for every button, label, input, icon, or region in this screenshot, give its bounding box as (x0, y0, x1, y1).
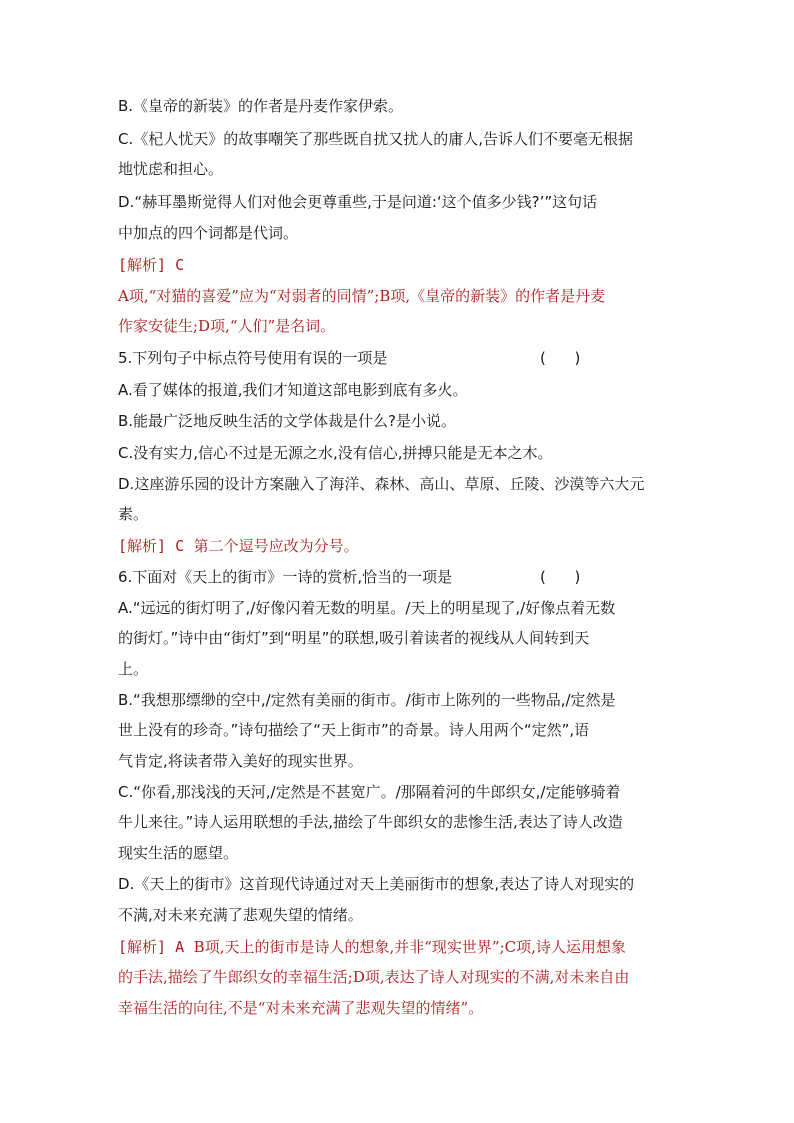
q6-option-b-line1: B.“我想那缥缈的空中,/定然有美丽的街市。/街市上陈列的一些物品,/定然是 (118, 691, 616, 709)
q4-answer-tag: [解析] C (118, 256, 185, 274)
q5-analysis: 第二个逗号应改为分号。 (193, 537, 359, 555)
q5-stem: 5.下列句子中标点符号使用有误的一项是 (118, 349, 388, 367)
q6-option-d-line2: 不满,对未来充满了悲观失望的情绪。 (118, 906, 363, 924)
q6-option-c-line3: 现实生活的愿望。 (118, 844, 239, 862)
q4-analysis-line2: 作家安徒生;D项,“人们”是名词。 (118, 317, 336, 335)
q6-option-a-line1: A.“远远的街灯明了,/好像闪着无数的明星。/天上的明星现了,/好像点着无数 (118, 599, 616, 617)
q6-answer-bracket: ( ) (540, 568, 581, 586)
q5-option-a: A.看了媒体的报道,我们才知道这部电影到底有多火。 (118, 381, 468, 399)
q5-option-b: B.能最广泛地反映生活的文学体裁是什么?是小说。 (118, 412, 457, 430)
q6-option-a-line2: 的街灯。”诗中由“街灯”到“明星”的联想,吸引着读者的视线从人间转到天 (118, 629, 590, 647)
q6-option-b-line3: 气肯定,将读者带入美好的现实世界。 (118, 752, 363, 770)
q5-option-c: C.没有实力,信心不过是无源之水,没有信心,拼搏只能是无本之木。 (118, 444, 553, 462)
q5-option-d-line2: 素。 (118, 505, 149, 523)
q6-option-d-line1: D.《天上的街市》这首现代诗通过对天上美丽街市的想象,表达了诗人对现实的 (118, 875, 635, 893)
q6-option-c-line1: C.“你看,那浅浅的天河,/定然是不甚宽广。/那隔着河的牛郎织女,/定能够骑着 (118, 783, 621, 801)
q6-analysis-line1: B项,天上的街市是诗人的想象,并非“现实世界”;C项,诗人运用想象 (193, 938, 626, 956)
q4-option-c-line2: 地忧虑和担心。 (118, 160, 224, 178)
q6-option-a-line3: 上。 (118, 660, 149, 678)
q4-option-d-line1: D.“赫耳墨斯觉得人们对他会更尊重些,于是问道:‘这个值多少钱?’”这句话 (118, 193, 598, 211)
q6-analysis-line2: 的手法,描绘了牛郎织女的幸福生活;D项,表达了诗人对现实的不满,对未来自由 (118, 968, 630, 986)
q5-answer-tag: [解析] C (118, 537, 185, 555)
q5-answer (118, 536, 359, 556)
q6-option-b-line2: 世上没有的珍奇。”诗句描绘了“天上街市”的奇景。诗人用两个“定然”,语 (118, 721, 590, 739)
q4-option-b: B.《皇帝的新装》的作者是丹麦作家伊索。 (118, 97, 404, 115)
q5-option-d-line1: D.这座游乐园的设计方案融入了海洋、森林、高山、草原、丘陵、沙漠等六大元 (118, 475, 645, 493)
q4-option-d-line2: 中加点的四个词都是代词。 (118, 224, 299, 242)
q6-analysis-line3: 幸福生活的向往,不是“对未来充满了悲观失望的情绪”。 (118, 999, 484, 1017)
q6-answer-tag: [解析] A (118, 938, 185, 956)
q4-option-c-line1: C.《杞人忧天》的故事嘲笑了那些既自扰又扰人的庸人,告诉人们不要毫无根据 (118, 130, 634, 148)
q6-answer (118, 937, 626, 957)
q6-stem: 6.下面对《天上的街市》一诗的赏析,恰当的一项是 (118, 568, 453, 586)
q4-analysis-line1: A项,“对猫的喜爱”应为“对弱者的同情”;B项,《皇帝的新装》的作者是丹麦 (118, 287, 606, 305)
q5-answer-bracket: ( ) (540, 349, 581, 367)
q6-option-c-line2: 牛儿来往。”诗人运用联想的手法,描绘了牛郎织女的悲惨生活,表达了诗人改造 (118, 813, 623, 831)
